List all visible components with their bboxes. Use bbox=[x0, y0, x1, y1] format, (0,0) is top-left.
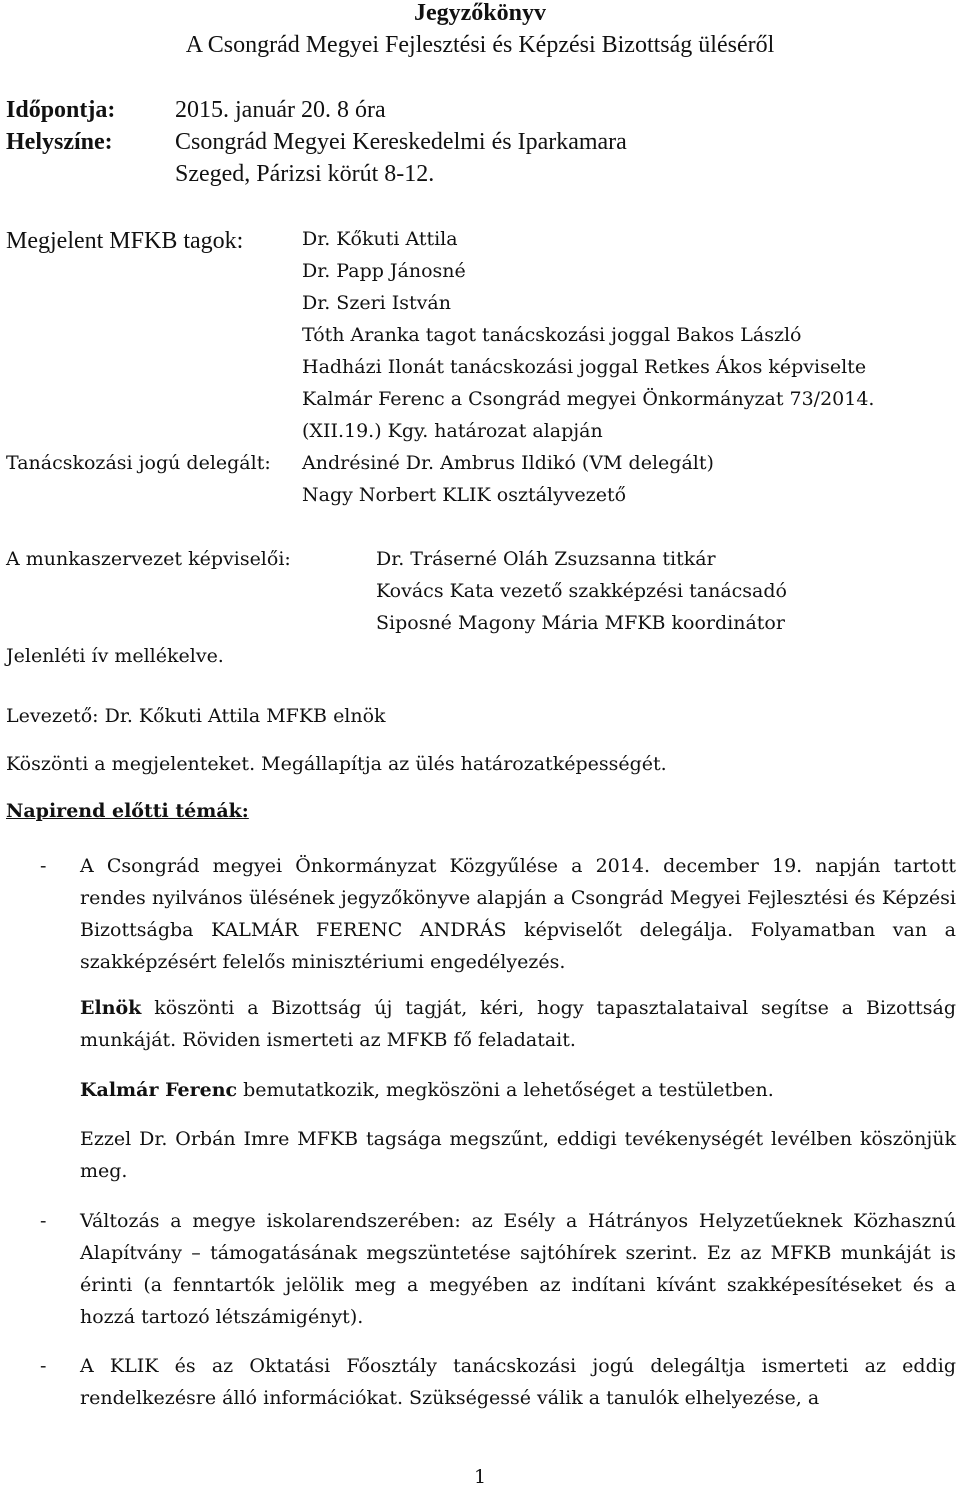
agenda-item-1-closing-paragraph: Ezzel Dr. Orbán Imre MFKB tagsága megszűnt, eddigi tevékenységét levélben köszönjük meg. bbox=[80, 1128, 956, 1182]
bullet-dash: - bbox=[40, 1355, 47, 1377]
place-line-1: Csongrád Megyei Kereskedelmi és Iparkamara bbox=[175, 129, 627, 155]
delegate-label: Tanácskozási jogú delegált: bbox=[6, 452, 271, 474]
member-item: Hadházi Ilonát tanácskozási joggal Retkes Ákos képviselte bbox=[302, 356, 867, 378]
bullet-dash: - bbox=[40, 855, 47, 877]
document-subtitle: A Csongrád Megyei Fejlesztési és Képzési Bizottság üléséről bbox=[185, 32, 775, 58]
place-label: Helyszíne: bbox=[6, 129, 113, 155]
date-label: Időpontja: bbox=[6, 97, 116, 123]
agenda-heading: Napirend előtti témák: bbox=[6, 800, 249, 822]
staff-item: Dr. Tráserné Oláh Zsuzsanna titkár bbox=[376, 548, 716, 570]
member-item: Tóth Aranka tagot tanácskozási joggal Bakos László bbox=[302, 324, 802, 346]
chair-line: Levezető: Dr. Kőkuti Attila MFKB elnök bbox=[6, 705, 386, 727]
member-item: Kalmár Ferenc a Csongrád megyei Önkormányzat 73/2014. bbox=[302, 388, 875, 410]
agenda-item-1-intro-paragraph bbox=[80, 1074, 956, 1106]
member-item: Dr. Papp Jánosné bbox=[302, 260, 466, 282]
chair-lead: Elnök bbox=[80, 997, 142, 1019]
chair-text: köszönti a Bizottság új tagját, kéri, hogy tapasztalataival segítse a Bizottság munkáját. Röviden ismerteti az MFKB fő feladatait. bbox=[80, 997, 956, 1051]
place-line-2: Szeged, Párizsi körút 8-12. bbox=[175, 161, 435, 187]
staff-label: A munkaszervezet képviselői: bbox=[6, 548, 291, 570]
agenda-item-2-paragraph: Változás a megye iskolarendszerében: az Esély a Hátrányos Helyzetűeknek Közhasznú Alapítvány – támogatásának megszüntetése sajtóhírek szerint. Ez az MFKB munkáját is érinti (a fenntartók jelölik meg a megyében az indítani kívánt szakképesítéseket és a hozzá tartozó létszámigényt). bbox=[80, 1210, 956, 1328]
member-item: Dr. Szeri István bbox=[302, 292, 451, 314]
delegate-item: Nagy Norbert KLIK osztályvezető bbox=[302, 484, 627, 506]
page-number: 1 bbox=[473, 1466, 487, 1488]
agenda-item-1-chair-paragraph bbox=[80, 992, 956, 1056]
members-label: Megjelent MFKB tagok: bbox=[6, 228, 244, 254]
bullet-dash: - bbox=[40, 1210, 47, 1232]
staff-item: Kovács Kata vezető szakképzési tanácsadó bbox=[376, 580, 787, 602]
member-lead: Kalmár Ferenc bbox=[80, 1079, 238, 1101]
attendance-note: Jelenléti ív mellékelve. bbox=[6, 645, 224, 667]
staff-item: Siposné Magony Mária MFKB koordinátor bbox=[376, 612, 785, 634]
date-value: 2015. január 20. 8 óra bbox=[175, 97, 386, 123]
agenda-item-3-paragraph: A KLIK és az Oktatási Főosztály tanácskozási jogú delegáltja ismerteti az eddig rendelkezésre álló információkat. Szükségessé válik a tanulók elhelyezése, a bbox=[80, 1355, 956, 1409]
delegate-item: Andrésiné Dr. Ambrus Ildikó (VM delegált) bbox=[302, 452, 714, 474]
member-text: bemutatkozik, megköszöni a lehetőséget a testületben. bbox=[237, 1079, 774, 1101]
member-item: Dr. Kőkuti Attila bbox=[302, 228, 458, 250]
greeting-line: Köszönti a megjelenteket. Megállapítja az ülés határozatképességét. bbox=[6, 753, 667, 775]
agenda-item-1-paragraph: A Csongrád megyei Önkormányzat Közgyűlése a 2014. december 19. napján tartott rendes nyilvános ülésének jegyzőkönyve alapján a Csongrád Megyei Fejlesztési és Képzési Bizottságba KALMÁR FERENC ANDRÁS képviselőt delegálja. Folyamatban van a szakképzésért felelős minisztériumi engedélyezés. bbox=[80, 855, 956, 973]
document-title: Jegyzőkönyv bbox=[414, 0, 546, 26]
member-item: (XII.19.) Kgy. határozat alapján bbox=[302, 420, 603, 442]
